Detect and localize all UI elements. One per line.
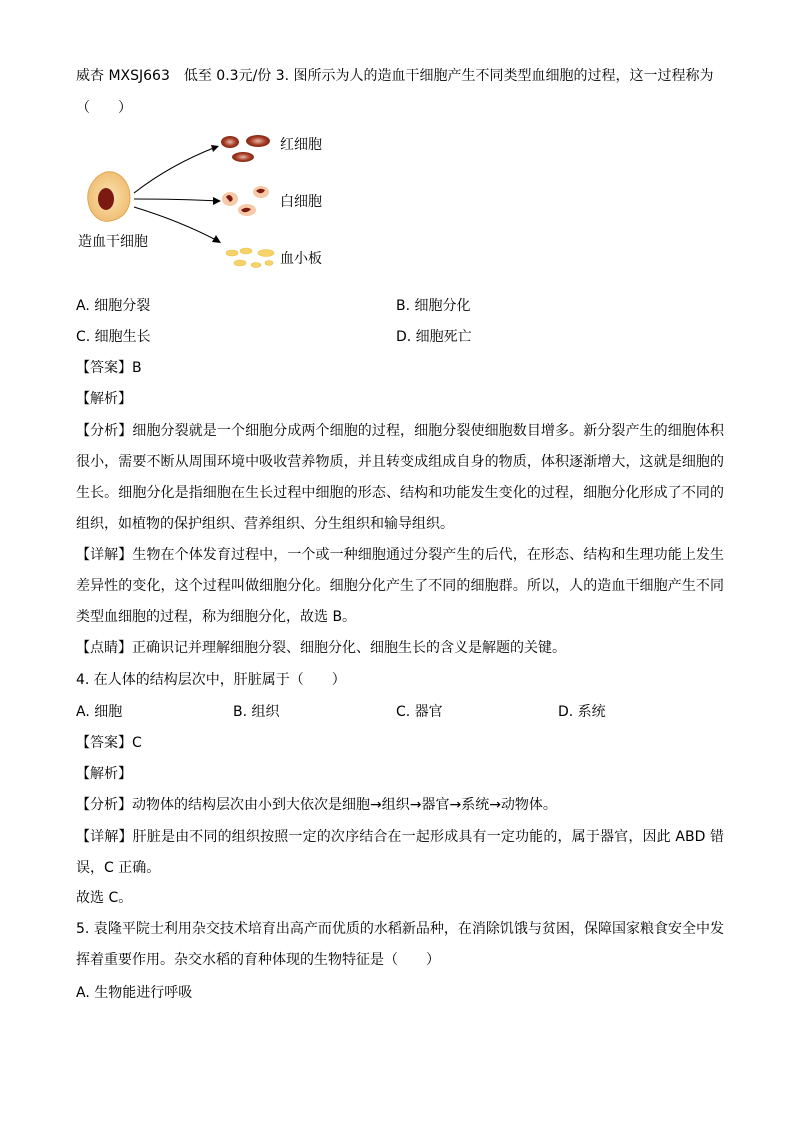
q4-xiangjie: 【详解】肝脏是由不同的组织按照一定的次序结合在一起形成具有一定功能的，属于器官，因此 ABD 错误，C 正确。 <box>76 829 724 876</box>
q3-option-a: A. 细胞分裂 <box>76 298 151 314</box>
q3-xiangjie: 【详解】生物在个体发育过程中，一个或一种细胞通过分裂产生的后代，在形态、结构和生理功能上发生差异性的变化，这个过程叫做细胞分化。细胞分化产生了不同的细胞群。所以，人的造血干细胞产生不同类型血细胞的过程，称为细胞分化，故选 B。 <box>76 547 724 625</box>
platelets-icon <box>226 248 274 268</box>
q4-stem: 4. 在人体的结构层次中，肝脏属于（ ） <box>76 672 346 688</box>
q3-dianjing: 【点睛】正确识记并理解细胞分裂、细胞分化、细胞生长的含义是解题的关键。 <box>76 640 566 656</box>
stem-cell-icon <box>88 172 130 222</box>
q3-answer: 【答案】B <box>76 360 142 376</box>
q3-fenxi: 【分析】细胞分裂就是一个细胞分成两个细胞的过程，细胞分裂使细胞数目增多。新分裂产生的细胞体积很小，需要不断从周围环境中吸收营养物质，并且转变成组成自身的物质，体积逐渐增大，这就是细胞的生长。细胞分化是指细胞在生长过程中细胞的形态、结构和功能发生变化的过程，细胞分化形成了不同的组织，如植物的保护组织、营养组织、分生组织和输导组织。 <box>76 423 724 532</box>
differentiation-arrows <box>134 147 218 241</box>
q4-option-a: A. 细胞 <box>76 704 123 720</box>
q3-header: 威杏 MXSJ663 低至 0.3元/份 3. 图所示为人的造血干细胞产生不同类型血细胞的过程，这一过程称为 <box>76 68 714 84</box>
q3-option-b: B. 细胞分化 <box>396 298 471 314</box>
q5-option-a: A. 生物能进行呼吸 <box>76 985 193 1001</box>
q3-option-d: D. 细胞死亡 <box>396 329 472 345</box>
label-platelet: 血小板 <box>280 251 322 267</box>
label-stem-cell: 造血干细胞 <box>78 234 148 250</box>
q4-option-d: D. 系统 <box>558 704 606 720</box>
q4-analysis-title: 【解析】 <box>76 766 132 782</box>
q3-option-c: C. 细胞生长 <box>76 329 151 345</box>
red-blood-cells-icon <box>221 135 270 162</box>
q4-conclusion: 故选 C。 <box>76 890 133 906</box>
label-white-blood-cell: 白细胞 <box>280 194 322 210</box>
q4-option-b: B. 组织 <box>233 704 280 720</box>
q4-option-c: C. 器官 <box>396 704 443 720</box>
arrow-heads <box>211 145 221 243</box>
white-blood-cells-icon <box>222 186 269 216</box>
q3-paren: （ ） <box>76 100 132 116</box>
q3-analysis-title: 【解析】 <box>76 391 132 407</box>
label-red-blood-cell: 红细胞 <box>280 137 322 153</box>
q5-stem: 5. 袁隆平院士利用杂交技术培育出高产而优质的水稻新品种，在消除饥饿与贫困，保障国家粮食安全中发挥着重要作用。杂交水稻的育种体现的生物特征是（ ） <box>76 921 724 968</box>
blood-cell-diagram <box>70 125 290 285</box>
q4-answer: 【答案】C <box>76 735 142 751</box>
q4-fenxi: 【分析】动物体的结构层次由小到大依次是细胞→组织→器官→系统→动物体。 <box>76 797 557 813</box>
